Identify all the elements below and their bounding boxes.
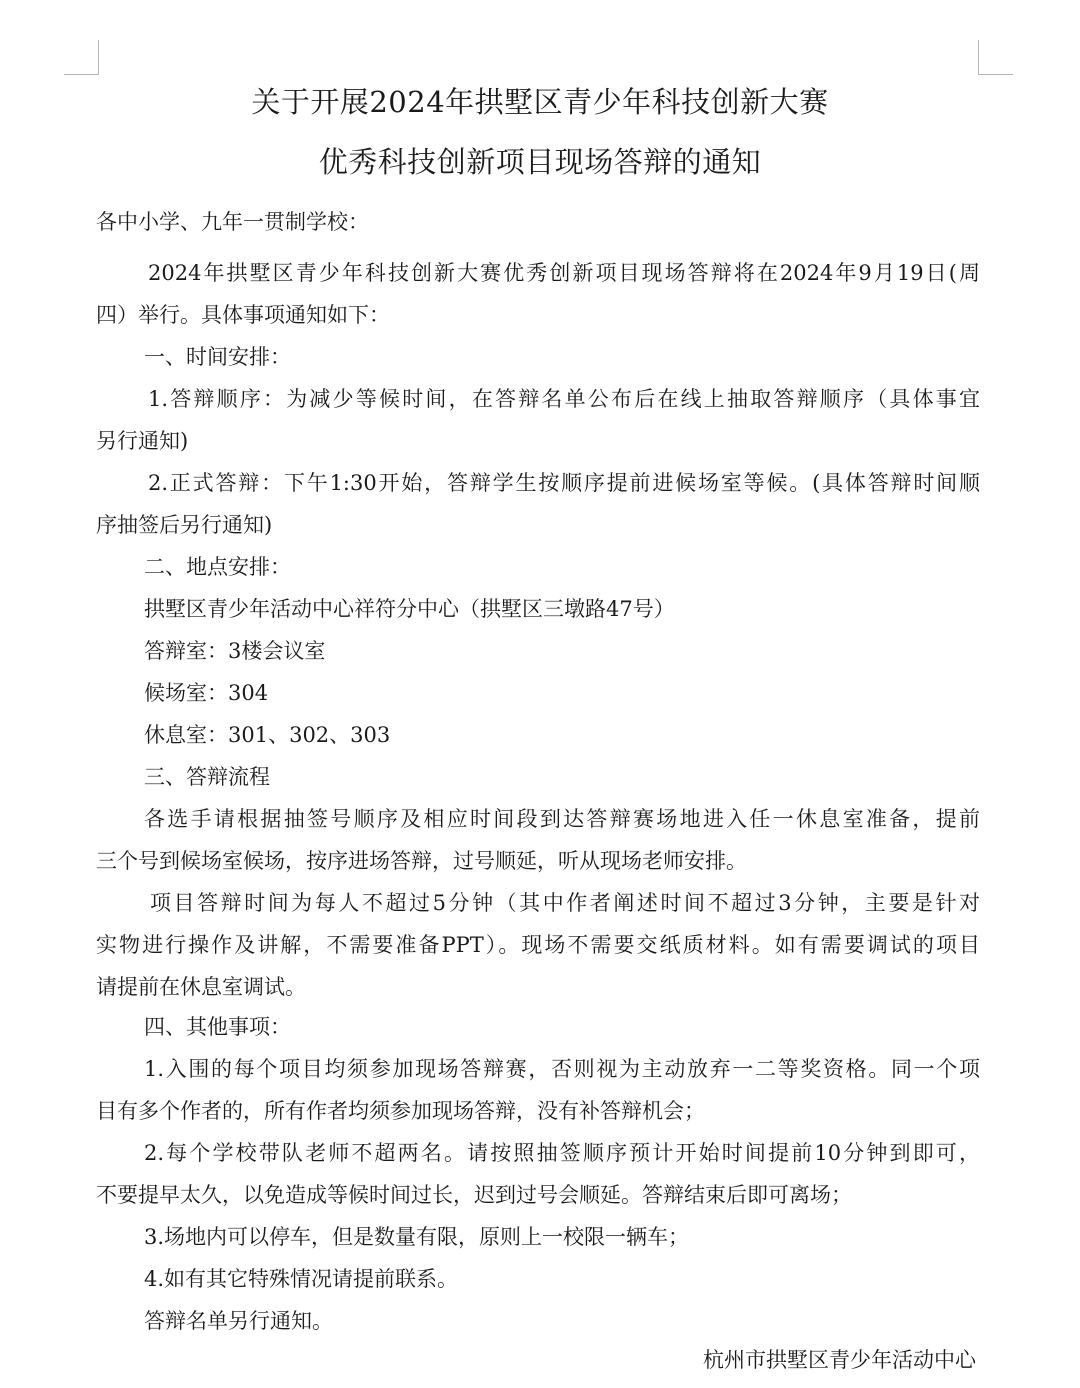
section4-item2 (96, 1132, 980, 1216)
section1-item1-line2: 另行通知) (96, 429, 189, 453)
section2-heading: 二、地点安排： (144, 555, 291, 579)
document-title-line1: 关于开展2024年拱墅区青少年科技创新大赛 (251, 85, 829, 119)
section3-para2 (96, 882, 980, 1008)
closing-note: 答辩名单另行通知。 (144, 1309, 333, 1333)
section3-para1-line2: 三个号到候场室候场，按序进场答辩，过号顺延，听从现场老师安排。 (96, 849, 747, 873)
section4-item4: 4.如有其它特殊情况请提前联系。 (144, 1267, 459, 1291)
section3-para2-line3: 请提前在休息室调试。 (96, 975, 306, 999)
venue-address: 拱墅区青少年活动中心祥符分中心（拱墅区三墩路47号） (144, 597, 675, 621)
intro-line2: 四）举行。具体事项通知如下： (96, 303, 390, 327)
section3-para1 (96, 798, 980, 882)
issuer-signature: 杭州市拱墅区青少年活动中心 (703, 1348, 976, 1372)
section3-para2-line1: 项目答辩时间为每人不超过5分钟（其中作者阐述时间不超过3分钟，主要是针对 (150, 891, 980, 915)
section3-heading: 三、答辩流程 (144, 765, 270, 789)
section4-item1-line1: 1.入围的每个项目均须参加现场答辩赛，否则视为主动放弃一二等奖资格。同一个项 (144, 1057, 980, 1081)
intro-line1: 2024年拱墅区青少年科技创新大赛优秀创新项目现场答辩将在2024年9月19日(周 (148, 261, 980, 285)
intro-paragraph (96, 252, 980, 336)
section4-item1 (96, 1048, 980, 1132)
rest-rooms: 休息室：301、302、303 (144, 723, 391, 747)
section4-item3: 3.场地内可以停车，但是数量有限，原则上一校限一辆车； (144, 1225, 690, 1249)
section1-item1-line1: 1.答辩顺序：为减少等候时间，在答辩名单公布后在线上抽取答辩顺序（具体事宜 (148, 387, 980, 411)
section1-item1 (96, 378, 980, 462)
page-corner-mark-top-left (64, 40, 99, 75)
section4-item1-line2: 目有多个作者的，所有作者均须参加现场答辩，没有补答辩机会； (96, 1099, 705, 1123)
section1-item2 (96, 462, 980, 546)
waiting-room: 候场室：304 (144, 681, 269, 705)
section1-heading: 一、时间安排： (144, 345, 291, 369)
page-corner-mark-top-right (978, 40, 1013, 75)
document-title-line2: 优秀科技创新项目现场答辩的通知 (318, 145, 762, 179)
section3-para1-line1: 各选手请根据抽签号顺序及相应时间段到达答辩赛场地进入任一休息室准备，提前 (144, 807, 980, 831)
section3-para2-line2: 实物进行操作及讲解，不需要准备PPT）。现场不需要交纸质材料。如有需要调试的项目 (96, 933, 980, 957)
section4-item2-line2: 不要提早太久，以免造成等候时间过长，迟到过号会顺延。答辩结束后即可离场； (96, 1183, 852, 1207)
section1-item2-line2: 序抽签后另行通知) (96, 513, 273, 537)
defense-room: 答辩室：3楼会议室 (144, 639, 326, 663)
salutation: 各中小学、九年一贯制学校： (96, 210, 369, 234)
section4-item2-line1: 2.每个学校带队老师不超两名。请按照抽签顺序预计开始时间提前10分钟到即可， (144, 1141, 980, 1165)
section1-item2-line1: 2.正式答辩：下午1:30开始，答辩学生按顺序提前进候场室等候。(具体答辩时间顺 (148, 471, 980, 495)
section4-heading: 四、其他事项： (144, 1015, 291, 1039)
